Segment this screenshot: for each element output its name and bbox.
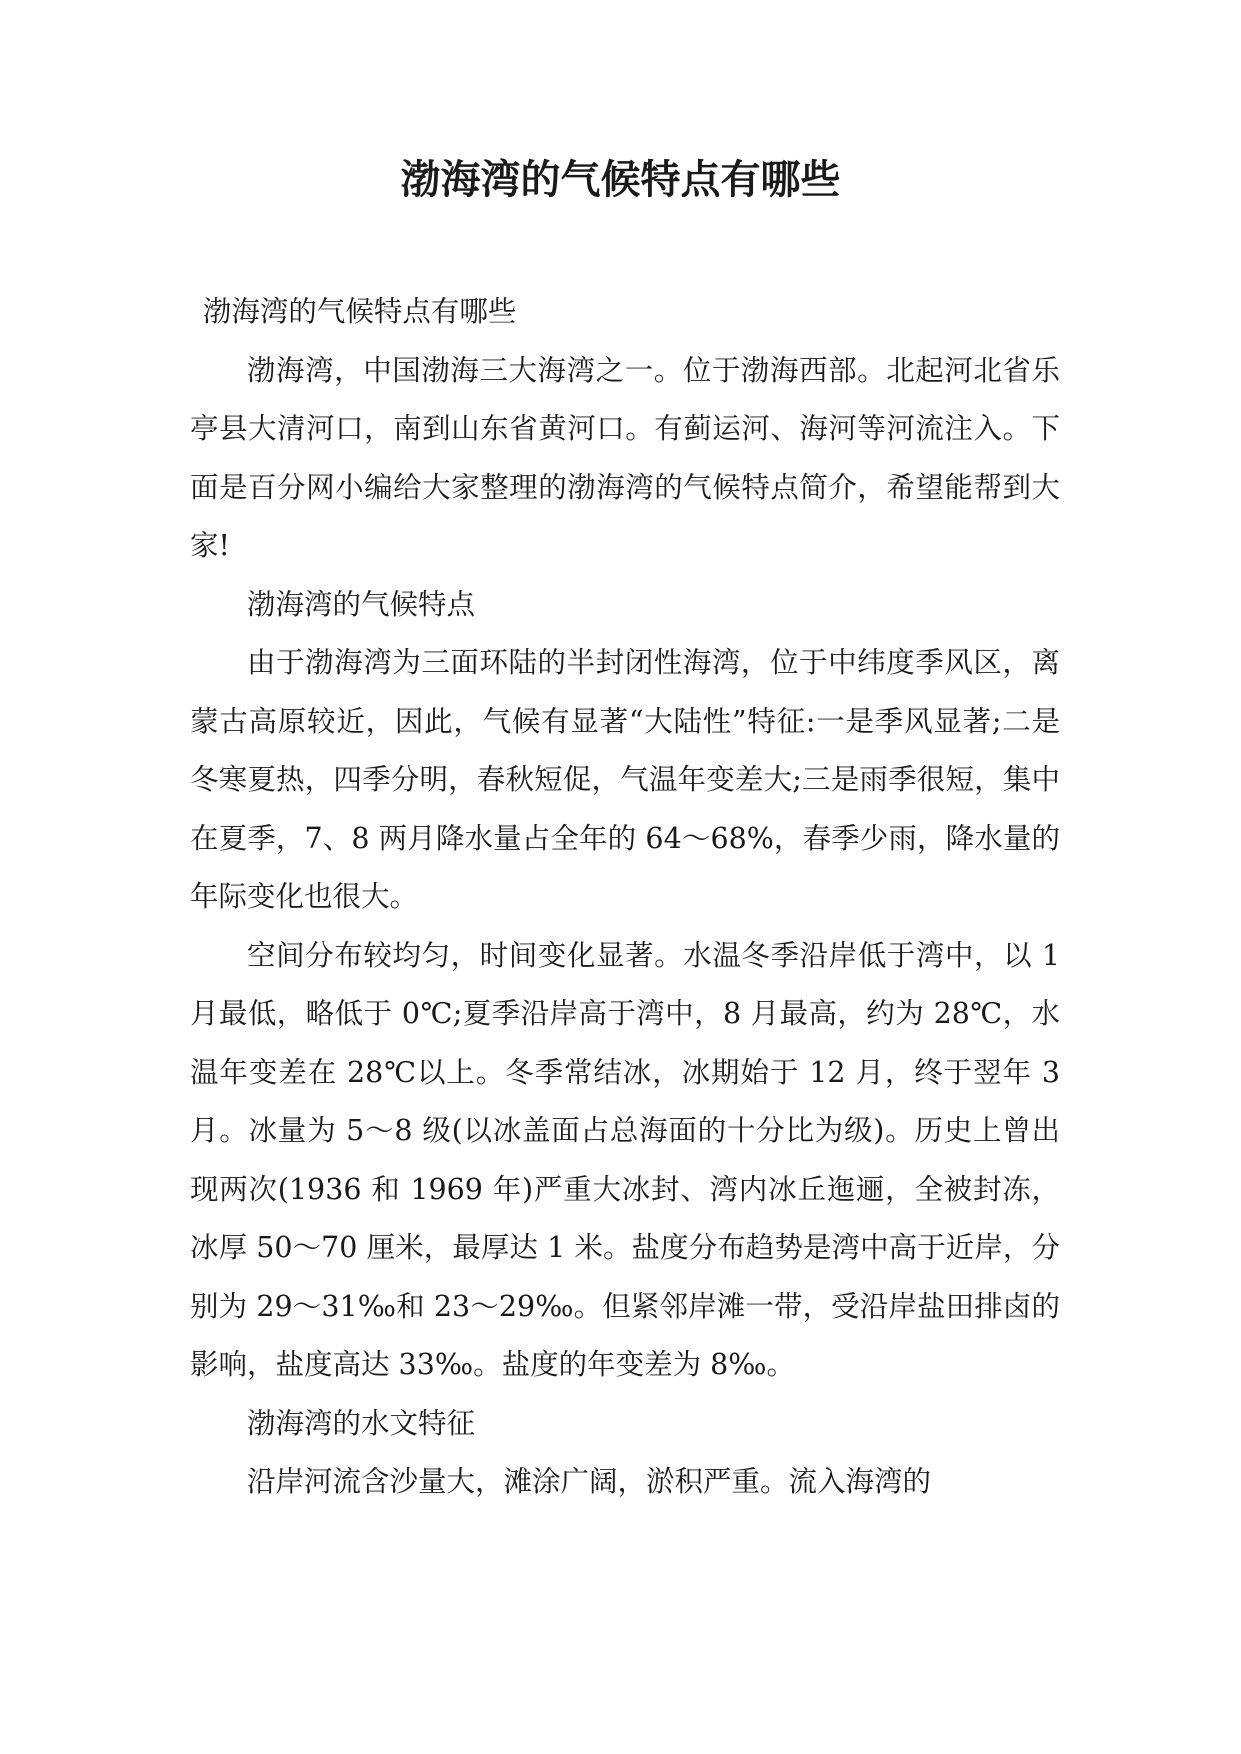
section-heading-climate: 渤海湾的气候特点 <box>247 587 476 621</box>
document-title: 渤海湾的气候特点有哪些 <box>400 156 841 203</box>
paragraph-climate: 由于渤海湾为三面环陆的半封闭性海湾，位于中纬度季风区，离蒙古高原较近，因此，气候有显著“大陆性”特征:一是季风显著;二是冬寒夏热，四季分明，春秋短促，气温年变差大;三是雨季很短，集中在夏季，7、8 两月降水量占全年的 64～68%，春季少雨，降水量的年际变化也很大。 <box>190 646 1060 913</box>
paragraph-hydrology: 沿岸河流含沙量大，滩涂广阔，淤积严重。流入海湾的 <box>247 1465 932 1498</box>
section-heading-hydrology: 渤海湾的水文特征 <box>247 1406 476 1440</box>
paragraph-overview: 渤海湾，中国渤海三大海湾之一。位于渤海西部。北起河北省乐亭县大清河口，南到山东省黄河口。有蓟运河、海河等河流注入。下面是百分网小编给大家整理的渤海湾的气候特点简介，希望能帮到大家! <box>190 353 1060 562</box>
document-body <box>190 283 1060 1512</box>
intro-heading: 渤海湾的气候特点有哪些 <box>202 295 517 328</box>
paragraph-water-temperature: 空间分布较均匀，时间变化显著。水温冬季沿岸低于湾中，以 1 月最低，略低于 0℃;夏季沿岸高于湾中，8 月最高，约为 28℃，水温年变差在 28℃以上。冬季常结冰，冰期始于 12 月，终于翌年 3 月。冰量为 5～8 级(以冰盖面占总海面的十分比为级)。历史上曾出现两次(1936 和 1969 年)严重大冰封、湾内冰丘迤逦，全被封冻，冰厚 50～70 厘米，最厚达 1 米。盐度分布趋势是湾中高于近岸，分别为 29～31‰和 23～29‰。但紧邻岸滩一带，受沿岸盐田排卤的影响，盐度高达 33‰。盐度的年变差为 8‰。 <box>190 938 1060 1381</box>
